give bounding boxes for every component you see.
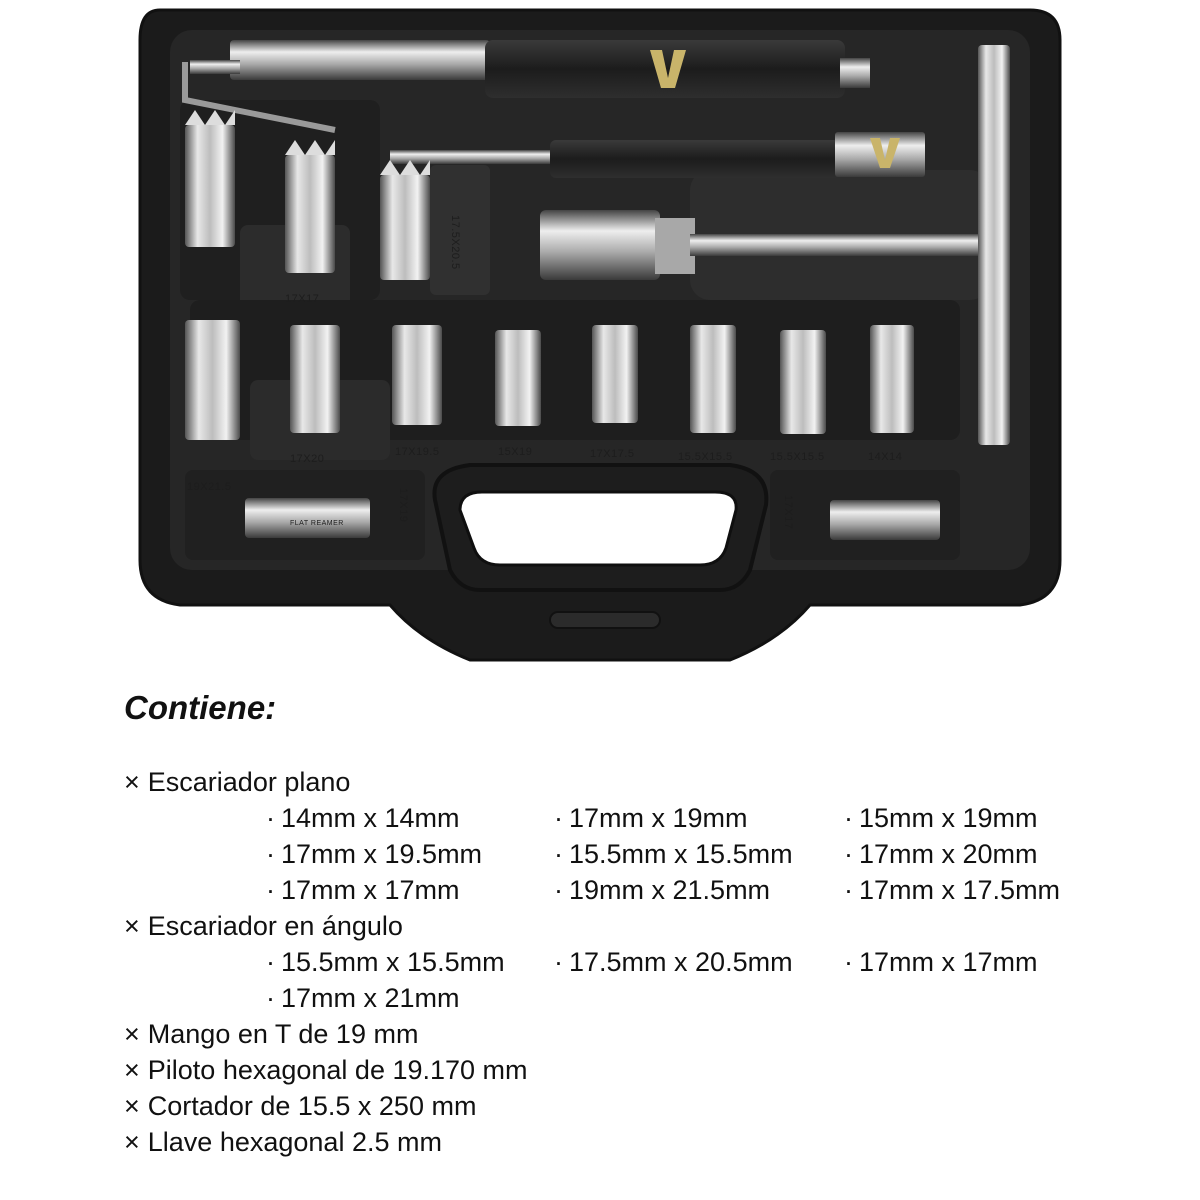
list-item: · 17mm x 21mm xyxy=(266,983,460,1013)
reamer-3 xyxy=(380,160,430,280)
category-flat-reamer xyxy=(124,764,1124,800)
list-item: · 17mm x 17.5mm xyxy=(844,875,1061,905)
contents-list xyxy=(124,688,1124,1160)
list-item: · 17mm x 19.5mm xyxy=(266,839,483,869)
category-marker: × xyxy=(124,911,140,941)
category-label: Mango en T de 19 mm xyxy=(147,1019,419,1049)
slot-label-11: 17X19 xyxy=(397,488,409,523)
handle-hole xyxy=(460,492,736,565)
list-item: · 14mm x 14mm xyxy=(266,803,460,833)
slot-label-4: 17X19.5 xyxy=(395,446,440,458)
list-item: · 17mm x 17mm xyxy=(266,875,460,905)
category-cutter xyxy=(124,1088,1124,1124)
list-item: · 15mm x 19mm xyxy=(844,803,1038,833)
category-label: Escariador plano xyxy=(147,767,351,797)
list-item: · 17mm x 17mm xyxy=(844,947,1038,977)
category-marker: × xyxy=(124,1055,140,1085)
category-label: Llave hexagonal 2.5 mm xyxy=(147,1127,442,1157)
reamer-engraving: FLAT REAMER xyxy=(290,520,344,527)
slot-label-3: 17X20 xyxy=(290,453,325,465)
category-marker: × xyxy=(124,1127,140,1157)
list-item: · 15.5mm x 15.5mm xyxy=(266,947,505,977)
category-label: Piloto hexagonal de 19.170 mm xyxy=(147,1055,528,1085)
category-hex-pilot xyxy=(124,1052,1124,1088)
slot-label-2: 17.5X20.5 xyxy=(449,215,461,270)
slot-label-10: 19X21.5 xyxy=(187,481,232,493)
slot-label-9: 14X14 xyxy=(868,451,903,463)
category-angle-reamer xyxy=(124,908,1124,944)
reamer-1 xyxy=(185,110,235,247)
list-item: · 17mm x 20mm xyxy=(844,839,1038,869)
category-hex-key xyxy=(124,1124,1124,1160)
contents-heading: Contiene: xyxy=(124,689,277,726)
list-item: · 17mm x 19mm xyxy=(554,803,748,833)
slot-label-5: 15X19 xyxy=(498,446,533,458)
category-marker: × xyxy=(124,1019,140,1049)
angle-reamer-sizes xyxy=(124,944,1124,1016)
category-t-handle xyxy=(124,1016,1124,1052)
category-marker: × xyxy=(124,767,140,797)
slot-label-8: 15.5X15.5 xyxy=(770,451,825,463)
flat-reamer-sizes xyxy=(124,800,1124,908)
list-item: · 17.5mm x 20.5mm xyxy=(554,947,793,977)
category-marker: × xyxy=(124,1091,140,1121)
tool-case-photo xyxy=(130,0,1070,670)
reamer-2 xyxy=(285,140,335,273)
category-label: Escariador en ángulo xyxy=(147,911,403,941)
slot-label-6: 17X17.5 xyxy=(590,448,635,460)
category-label: Cortador de 15.5 x 250 mm xyxy=(147,1091,477,1121)
slot-label-1: 17X17 xyxy=(285,293,320,305)
list-item: · 15.5mm x 15.5mm xyxy=(554,839,793,869)
list-item: · 19mm x 21.5mm xyxy=(554,875,771,905)
slot-label-12: 17X17 xyxy=(782,495,794,530)
slot-label-7: 15.5X15.5 xyxy=(678,451,733,463)
